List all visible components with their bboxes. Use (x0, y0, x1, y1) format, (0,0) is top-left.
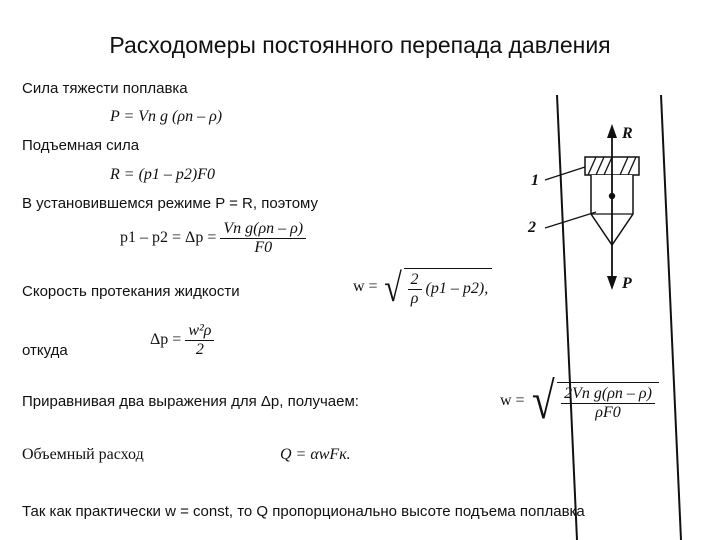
w-lhs: w = (353, 278, 378, 296)
sqrt-sign: √ (383, 265, 402, 310)
conclusion-text: Так как практически w = const, то Q пропорционально высоте подъема поплавка (22, 503, 585, 520)
gravity-formula: P = Vп g (ρп – ρ) (110, 108, 223, 125)
dp-numerator: Vп g(ρп – ρ) (220, 220, 306, 239)
part-1-label: 1 (531, 172, 539, 189)
dp2-numerator: w²ρ (185, 322, 214, 341)
w-tail: (p1 – p2), (425, 279, 489, 297)
w-denominator: ρ (410, 289, 419, 307)
arrow-up-R (607, 124, 617, 138)
force-P-label: P (622, 275, 632, 292)
tube-wall-right (661, 95, 681, 540)
flow-label: Объемный расход (22, 446, 144, 463)
w2-numerator: 2Vп g(ρп – ρ) (561, 385, 655, 404)
steady-label: В установившемся режиме P = R, поэтому (22, 195, 319, 212)
dp-lhs: p1 – p2 = Δp = (120, 229, 217, 247)
lift-label: Подъемная сила (22, 137, 140, 154)
velocity-label: Скорость протекания жидкости (22, 283, 240, 300)
dp-denominator: F0 (254, 239, 273, 256)
force-R-label: R (622, 125, 633, 142)
whence-label: откуда (22, 342, 68, 359)
w2-denominator: ρF0 (595, 403, 621, 421)
tube-wall-left (557, 95, 577, 540)
gravity-label: Сила тяжести поплавка (22, 80, 188, 97)
w2-lhs: w = (500, 392, 525, 410)
sqrt-sign-large: √ (531, 373, 555, 430)
flow-formula: Q = αwFк. (280, 446, 351, 463)
dp2-denominator: 2 (195, 341, 204, 358)
equate-label: Приравнивая два выражения для Δp, получаем: (22, 393, 359, 410)
dp2-lhs: Δp = (150, 331, 182, 349)
slide-title: Расходомеры постоянного перепада давления (109, 32, 611, 58)
lift-formula: R = (p1 – p2)F0 (110, 166, 215, 183)
w-numerator: 2 (408, 271, 422, 290)
arrow-down-P (607, 276, 617, 290)
part-2-label: 2 (528, 219, 536, 236)
